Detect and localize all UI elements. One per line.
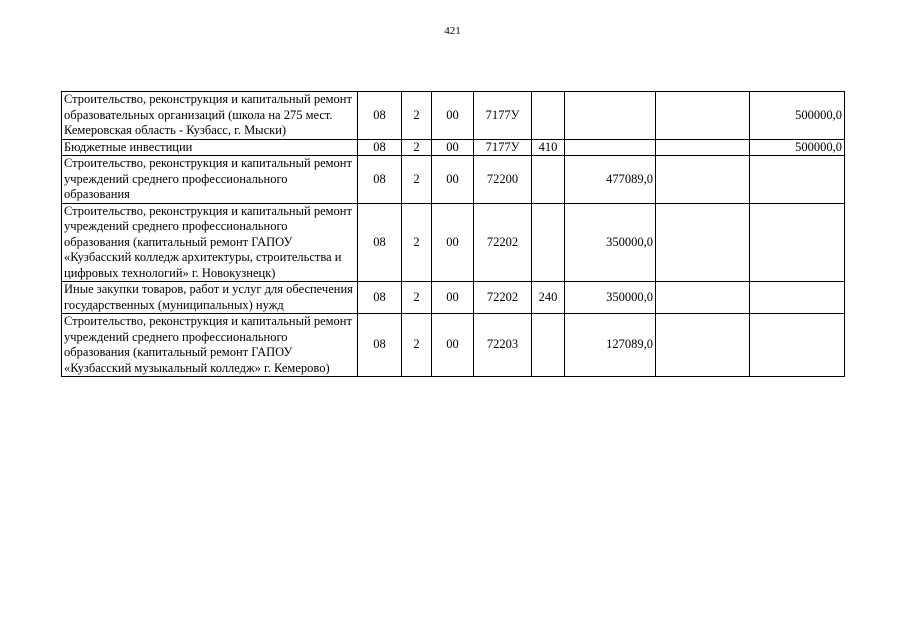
row-name-cell: Иные закупки товаров, работ и услуг для обеспечения государственных (муниципальных) нужд (62, 282, 358, 314)
expense-type-cell: 410 (532, 139, 565, 156)
amount-cell-1 (565, 92, 656, 140)
amount-cell-3: 500000,0 (750, 92, 845, 140)
target-code-cell: 72202 (474, 203, 532, 282)
expense-type-cell (532, 314, 565, 377)
table-body (62, 92, 845, 377)
section-code-cell: 08 (358, 282, 402, 314)
amount-cell-1: 350000,0 (565, 282, 656, 314)
amount-cell-2 (656, 92, 750, 140)
amount-cell-3 (750, 314, 845, 377)
subprogram-code-cell: 00 (432, 314, 474, 377)
amount-cell-1: 477089,0 (565, 156, 656, 204)
subprogram-code-cell: 00 (432, 92, 474, 140)
subprogram-code-cell: 00 (432, 203, 474, 282)
amount-cell-2 (656, 139, 750, 156)
amount-cell-2 (656, 282, 750, 314)
amount-cell-2 (656, 203, 750, 282)
amount-cell-1: 127089,0 (565, 314, 656, 377)
program-code-cell: 2 (402, 139, 432, 156)
row-name-cell: Строительство, реконструкция и капитальный ремонт учреждений среднего профессионального образования (капитальный ремонт ГАПОУ «Кузбасский колледж архитектуры, строительства и цифровых технологий» г. Новокузнецк) (62, 203, 358, 282)
row-name-cell: Бюджетные инвестиции (62, 139, 358, 156)
target-code-cell: 72200 (474, 156, 532, 204)
expense-type-cell (532, 156, 565, 204)
amount-cell-3 (750, 203, 845, 282)
program-code-cell: 2 (402, 314, 432, 377)
target-code-cell: 7177У (474, 139, 532, 156)
target-code-cell: 72203 (474, 314, 532, 377)
budget-table (61, 91, 845, 377)
table-row (62, 139, 845, 156)
section-code-cell: 08 (358, 156, 402, 204)
amount-cell-3 (750, 156, 845, 204)
table-row (62, 156, 845, 204)
table-row (62, 282, 845, 314)
subprogram-code-cell: 00 (432, 156, 474, 204)
amount-cell-3: 500000,0 (750, 139, 845, 156)
table-row (62, 203, 845, 282)
section-code-cell: 08 (358, 203, 402, 282)
row-name-cell: Строительство, реконструкция и капитальный ремонт учреждений среднего профессионального образования (капитальный ремонт ГАПОУ «Кузбасский музыкальный колледж» г. Кемерово) (62, 314, 358, 377)
amount-cell-2 (656, 314, 750, 377)
expense-type-cell (532, 203, 565, 282)
subprogram-code-cell: 00 (432, 139, 474, 156)
table-row (62, 314, 845, 377)
section-code-cell: 08 (358, 139, 402, 156)
amount-cell-1: 350000,0 (565, 203, 656, 282)
row-name-cell: Строительство, реконструкция и капитальный ремонт учреждений среднего профессионального образования (62, 156, 358, 204)
expense-type-cell: 240 (532, 282, 565, 314)
subprogram-code-cell: 00 (432, 282, 474, 314)
program-code-cell: 2 (402, 92, 432, 140)
program-code-cell: 2 (402, 203, 432, 282)
section-code-cell: 08 (358, 92, 402, 140)
program-code-cell: 2 (402, 156, 432, 204)
program-code-cell: 2 (402, 282, 432, 314)
target-code-cell: 7177У (474, 92, 532, 140)
amount-cell-3 (750, 282, 845, 314)
section-code-cell: 08 (358, 314, 402, 377)
page-number: 421 (444, 25, 461, 37)
row-name-cell: Строительство, реконструкция и капитальный ремонт образовательных организаций (школа на 275 мест. Кемеровская область - Кузбасс, г. Мыски) (62, 92, 358, 140)
expense-type-cell (532, 92, 565, 140)
table-row (62, 92, 845, 140)
amount-cell-2 (656, 156, 750, 204)
target-code-cell: 72202 (474, 282, 532, 314)
amount-cell-1 (565, 139, 656, 156)
